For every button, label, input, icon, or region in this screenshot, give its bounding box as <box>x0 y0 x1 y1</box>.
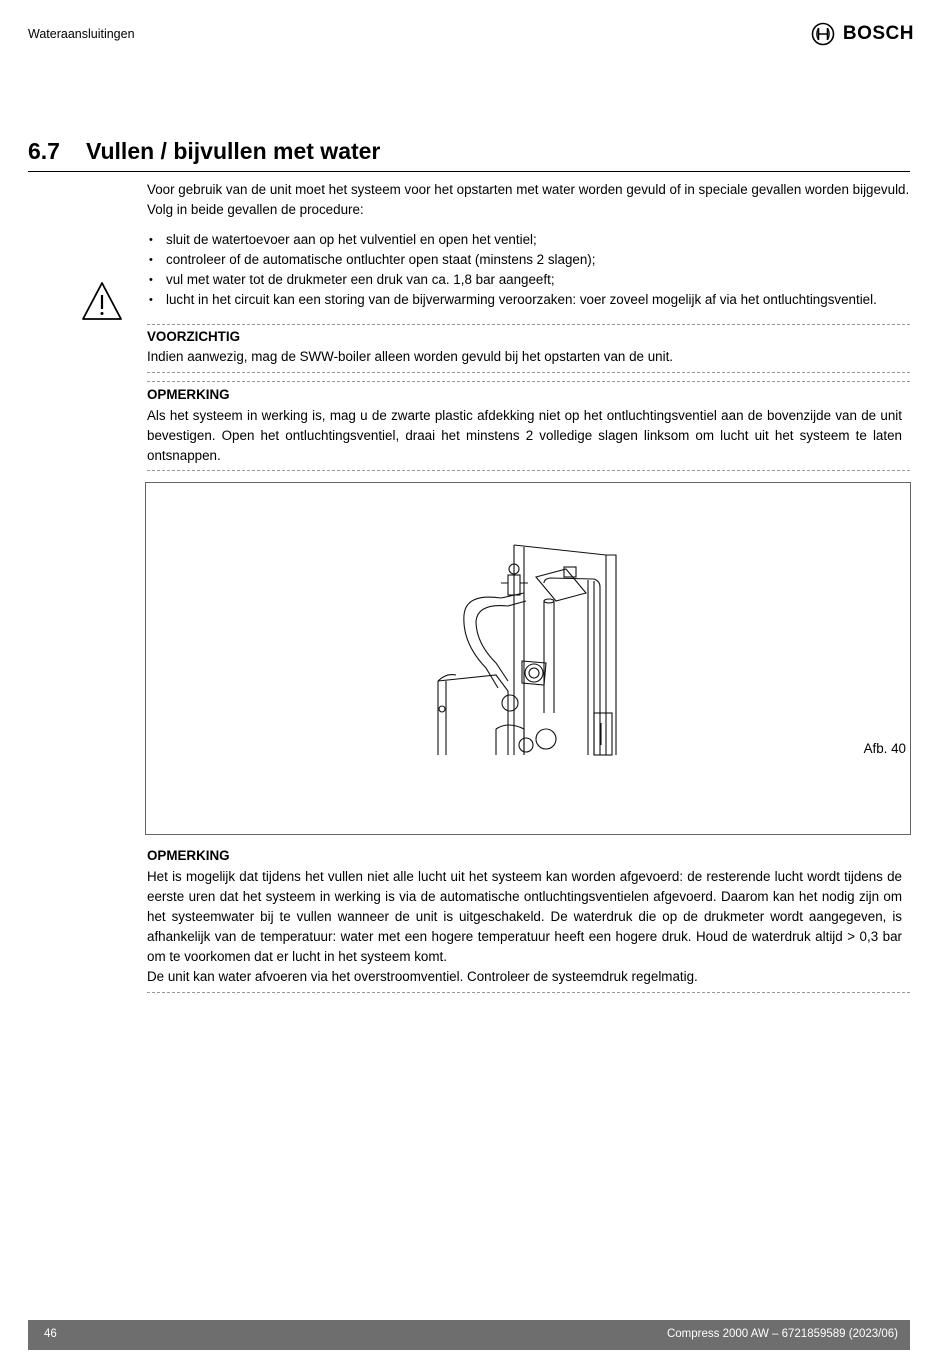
list-item: • sluit de watertoevoer aan op het vulventiel en open het ventiel; <box>147 230 917 250</box>
section-number: 6.7 <box>28 138 60 164</box>
footer-bar <box>28 1320 910 1350</box>
list-item: • lucht in het circuit kan een storing van de bijverwarming veroorzaken: voer zoveel mogelijk af via het ontluchtingsventiel. <box>147 290 917 310</box>
figure-box <box>145 482 911 835</box>
divider <box>147 324 910 325</box>
list-item: • controleer of de automatische ontluchter open staat (minstens 2 slagen); <box>147 250 917 270</box>
divider <box>147 992 910 993</box>
caution-label: VOORZICHTIG <box>147 329 240 344</box>
section-title: Vullen / bijvullen met water <box>86 138 381 164</box>
note-label: OPMERKING <box>147 848 230 863</box>
divider <box>147 381 910 382</box>
procedure-list <box>147 230 917 310</box>
warning-triangle-icon <box>80 280 124 322</box>
bosch-armature-icon <box>811 22 835 46</box>
running-header-title: Wateraansluitingen <box>28 27 135 41</box>
intro-paragraph: Voor gebruik van de unit moet het systeem voor het opstarten met water worden gevuld of in speciale gevallen worden bijgevuld. Volg in beide gevallen de procedure: <box>147 182 910 217</box>
caution-text: Indien aanwezig, mag de SWW-boiler alleen worden gevuld bij het opstarten van de unit. <box>147 349 674 364</box>
divider <box>147 372 910 373</box>
note-text: Het is mogelijk dat tijdens het vullen niet alle lucht uit het systeem kan worden afgevoerd: de resterende lucht wordt tijdens de eerste uren dat het systeem in werking is via de automatische ontluchtingsventielen afgevoerd. Daarom kan het nodig zijn om het systeemwater bij te vullen wanneer de unit is uitgeschakeld. De waterdruk die op de drukmeter wordt aangegeven, is afhankelijk van de temperatuur: water met een hogere temperatuur heeft een hogere druk. Houd de waterdruk altijd > 0,3 bar om te voorkomen dat er lucht in het systeem komt. <box>147 869 902 964</box>
note-text: De unit kan water afvoeren via het overstroomventiel. Controleer de systeemdruk regelmatig. <box>147 969 698 984</box>
document-reference: Compress 2000 AW – 6721859589 (2023/06) <box>666 1328 898 1340</box>
figure-label: Afb. 40 <box>863 741 906 756</box>
unit-illustration <box>146 483 910 834</box>
page-number: 46 <box>44 1328 57 1340</box>
brand-name: BOSCH <box>842 23 914 44</box>
brand-logo <box>811 22 914 46</box>
section-heading <box>28 138 910 172</box>
note-text: Als het systeem in werking is, mag u de zwarte plastic afdekking niet op het ontluchtingsventiel aan de bovenzijde van de unit bevestigen. Open het ontluchtingsventiel, draai het minstens 2 volledige slagen linksom om lucht uit het systeem te laten ontsnappen. <box>147 408 902 463</box>
note-label: OPMERKING <box>147 387 230 402</box>
divider <box>147 470 910 471</box>
list-item: • vul met water tot de drukmeter een druk van ca. 1,8 bar aangeeft; <box>147 270 917 290</box>
